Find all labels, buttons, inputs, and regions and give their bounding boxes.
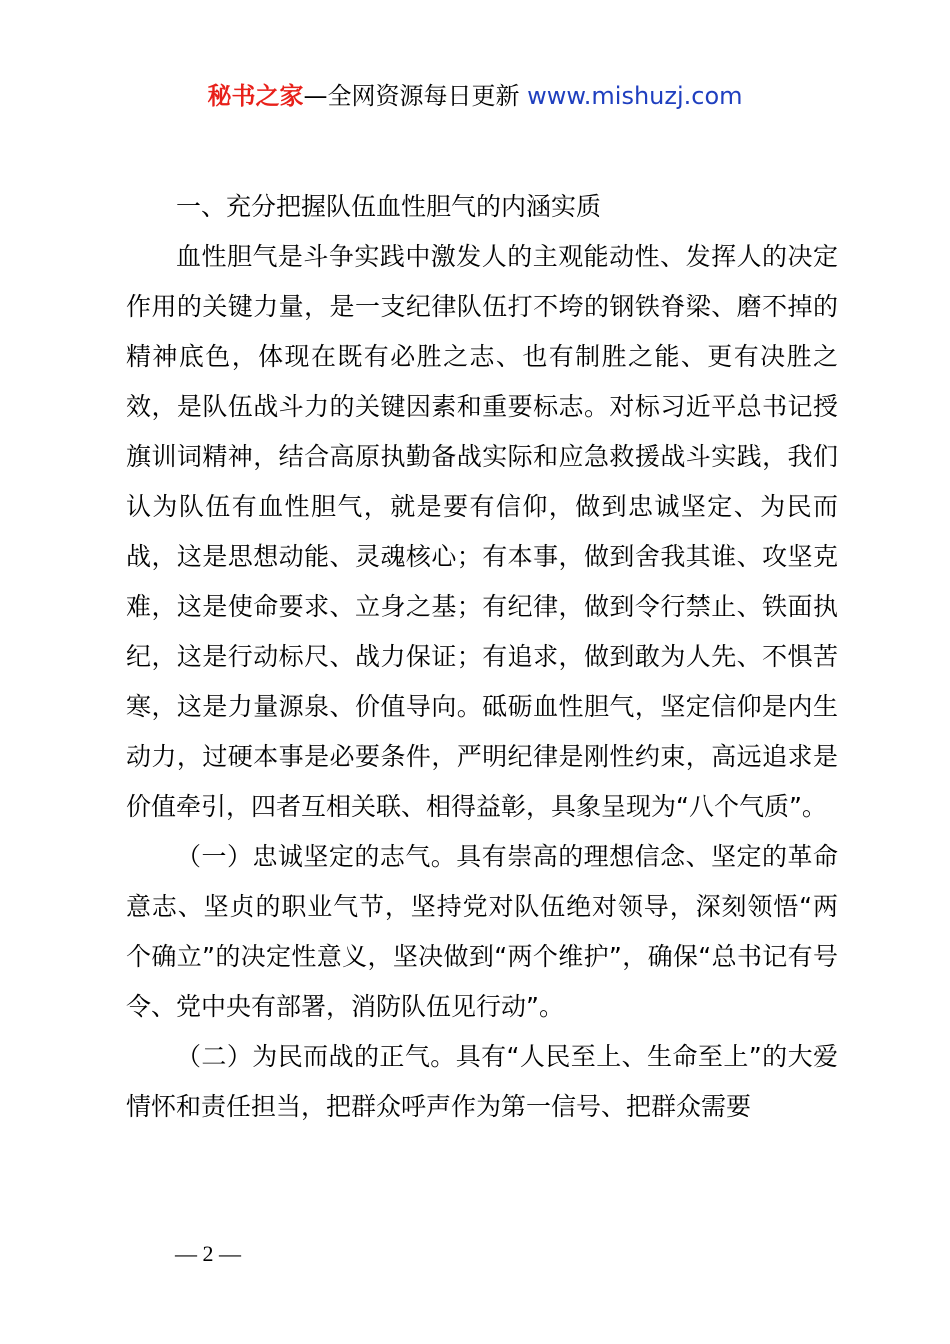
page-number: — 2 — [175,1241,241,1266]
header-tagline: —全网资源每日更新 [303,82,528,110]
body-paragraph: 血性胆气是斗争实践中激发人的主观能动性、发挥人的决定作用的关键力量，是一支纪律队伍打不垮的钢铁脊梁、磨不掉的精神底色，体现在既有必胜之志、也有制胜之能、更有决胜之效，是队伍战斗力的关键因素和重要标志。对标习近平总书记授旗训词精神，结合高原执勤备战实际和应急救援战斗实践，我们认为队伍有血性胆气，就是要有信仰，做到忠诚坚定、为民而战，这是思想动能、灵魂核心；有本事，做到舍我其谁、攻坚克难，这是使命要求、立身之基；有纪律，做到令行禁止、铁面执纪，这是行动标尺、战力保证；有追求，做到敢为人先、不惧苦寒，这是力量源泉、价值导向。砥砺血性胆气，坚定信仰是内生动力，过硬本事是必要条件，严明纪律是刚性约束，高远追求是价值牵引，四者互相关联、相得益彰，具象呈现为“八个气质”。 [126,242,838,821]
body-paragraph: （一）忠诚坚定的志气。具有崇高的理想信念、坚定的革命意志、坚贞的职业气节，坚持党对队伍绝对领导，深刻领悟“两个确立”的决定性意义，坚决做到“两个维护”，确保“总书记有号令、党中央有部署，消防队伍见行动”。 [126,842,838,1021]
document-body [126,182,838,1132]
site-header [0,80,950,112]
section-heading: 一、充分把握队伍血性胆气的内涵实质 [176,192,602,221]
body-paragraph: （二）为民而战的正气。具有“人民至上、生命至上”的大爱情怀和责任担当，把群众呼声作为第一信号、把群众需要 [126,1042,838,1121]
site-url-link[interactable]: www.mishuzj.com [527,82,743,110]
brand-name: 秘书之家 [207,82,304,110]
